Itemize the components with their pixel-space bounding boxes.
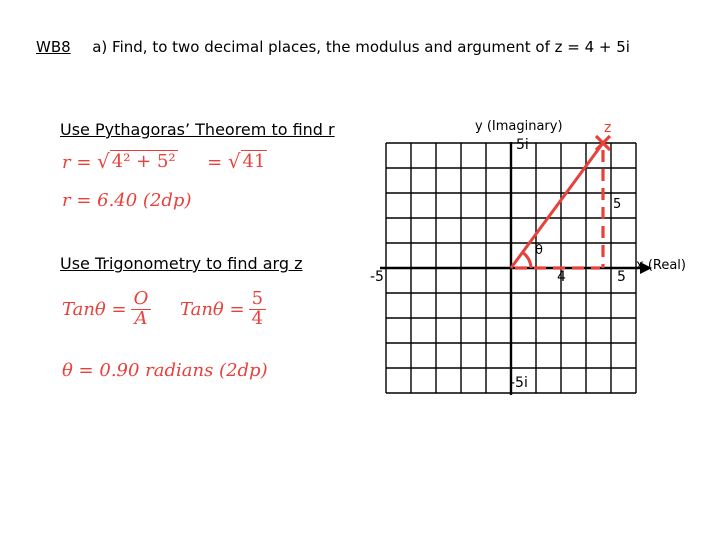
sqrt-expression: √ 4² + 5² bbox=[97, 150, 176, 173]
point-z-label: z bbox=[604, 120, 612, 136]
tan2-denominator: 4 bbox=[251, 307, 264, 329]
y-axis-label: y (Imaginary) bbox=[475, 119, 563, 134]
radicand-41: 41 bbox=[242, 151, 266, 172]
angle-label: θ bbox=[535, 243, 543, 258]
modulus-lhs: r = bbox=[62, 152, 92, 173]
radicand: 4² + 5² bbox=[111, 151, 176, 172]
question-text: a) Find, to two decimal places, the modulus and argument of z = 4 + 5i bbox=[92, 38, 630, 56]
modulus-line bbox=[511, 143, 603, 268]
x-axis-label: x (Real) bbox=[636, 258, 686, 273]
trig-heading: Use Trigonometry to find arg z bbox=[60, 254, 303, 273]
tan1-denominator: A bbox=[134, 307, 148, 329]
tan1-lhs: Tanθ = bbox=[62, 298, 127, 320]
worked-example-label: WB8 bbox=[36, 38, 71, 56]
x-left-label: -5 bbox=[370, 269, 384, 285]
tan1-numerator: O bbox=[131, 290, 152, 310]
y-point-label: 5 bbox=[613, 197, 622, 212]
angle-arc bbox=[522, 252, 531, 268]
tan2-numerator: 5 bbox=[249, 290, 266, 310]
argument-result: θ = 0.90 radians (2dp) bbox=[62, 360, 268, 381]
modulus-result: r = 6.40 (2dp) bbox=[62, 190, 192, 211]
x-point-label: 4 bbox=[557, 269, 566, 285]
tan2-lhs: Tanθ = bbox=[180, 298, 245, 320]
x-right-label: 5 bbox=[617, 269, 626, 285]
equals-sign: = bbox=[207, 152, 223, 173]
y-top-label: 5i bbox=[516, 137, 529, 153]
sqrt-41: √ 41 bbox=[227, 150, 266, 173]
pythagoras-heading: Use Pythagoras’ Theorem to find r bbox=[60, 120, 335, 139]
y-bottom-label: -5i bbox=[510, 375, 528, 391]
